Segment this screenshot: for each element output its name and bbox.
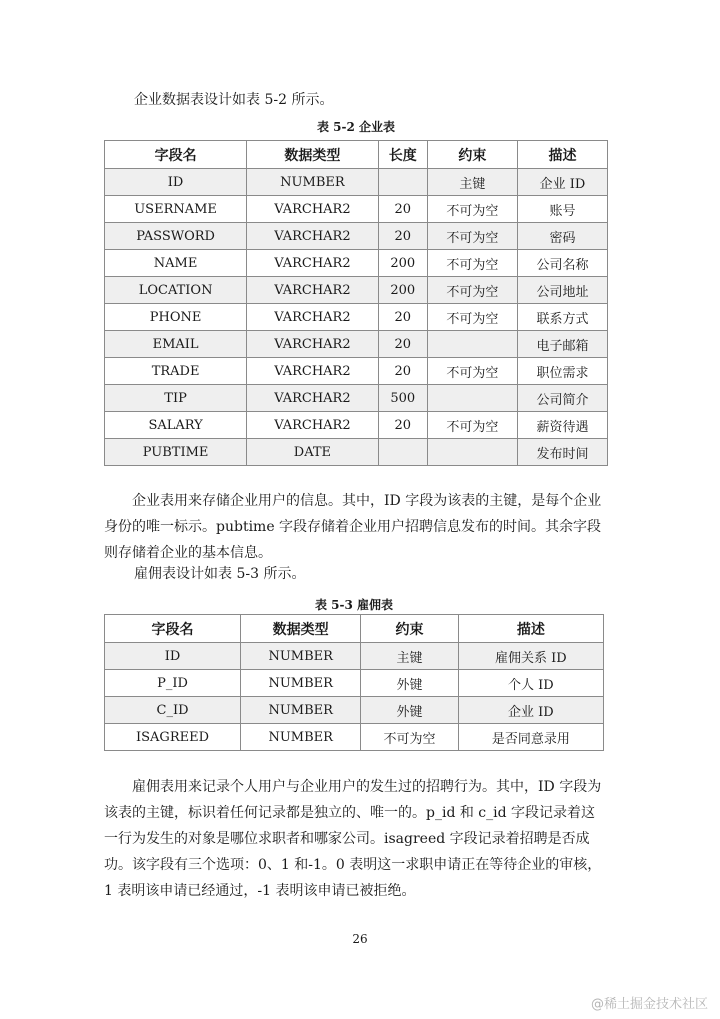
table-cell: PASSWORD — [105, 223, 247, 250]
table-cell: 发布时间 — [517, 439, 607, 466]
table-cell — [427, 331, 517, 358]
table-row — [105, 250, 608, 277]
table-header-row — [105, 615, 604, 643]
table-cell: 不可为空 — [427, 196, 517, 223]
text-line: 一行为发生的对象是哪位求职者和哪家公司。isagreed 字段记录着招聘是否成 — [104, 831, 590, 847]
table-cell: 不可为空 — [427, 358, 517, 385]
table-cell: 20 — [378, 358, 427, 385]
table-cell: NUMBER — [247, 169, 378, 196]
table-cell: NAME — [105, 250, 247, 277]
text-line: 1 表明该申请已经通过，-1 表明该申请已被拒绝。 — [104, 883, 416, 899]
table-cell: VARCHAR2 — [247, 196, 378, 223]
table-cell — [427, 439, 517, 466]
table-cell — [378, 169, 427, 196]
text-line: 则存储着企业的基本信息。 — [104, 545, 272, 561]
table-cell: C_ID — [105, 697, 241, 724]
table-header-row — [105, 141, 608, 169]
table-row — [105, 277, 608, 304]
intro-paragraph-table2: 雇佣表设计如表 5-3 所示。 — [134, 566, 306, 582]
table-cell: 不可为空 — [427, 412, 517, 439]
table-cell: 外键 — [361, 670, 458, 697]
table-cell: ID — [105, 169, 247, 196]
table-row — [105, 304, 608, 331]
header-cell: 字段名 — [105, 141, 247, 169]
table-cell: 20 — [378, 412, 427, 439]
table-row — [105, 670, 604, 697]
table-cell: 主键 — [427, 169, 517, 196]
table-cell: 公司名称 — [517, 250, 607, 277]
header-cell: 长度 — [378, 141, 427, 169]
table-cell: 联系方式 — [517, 304, 607, 331]
table-cell: LOCATION — [105, 277, 247, 304]
table-cell: 200 — [378, 277, 427, 304]
table-cell: VARCHAR2 — [247, 385, 378, 412]
table-cell: 不可为空 — [427, 250, 517, 277]
enterprise-table — [104, 140, 608, 466]
header-cell: 约束 — [361, 615, 458, 643]
header-cell: 描述 — [517, 141, 607, 169]
table-cell: NUMBER — [241, 724, 361, 751]
table-cell: 200 — [378, 250, 427, 277]
text-line: 身份的唯一标示。pubtime 字段存储着企业用户招聘信息发布的时间。其余字段 — [104, 519, 602, 535]
table-cell: TRADE — [105, 358, 247, 385]
table-row — [105, 439, 608, 466]
table-cell: 个人 ID — [458, 670, 603, 697]
header-cell: 描述 — [458, 615, 603, 643]
table-cell: 不可为空 — [427, 223, 517, 250]
table-cell: 公司地址 — [517, 277, 607, 304]
table-cell: PUBTIME — [105, 439, 247, 466]
table-cell: VARCHAR2 — [247, 331, 378, 358]
employment-table-body — [105, 643, 604, 751]
enterprise-table-body — [105, 169, 608, 466]
table-cell: NUMBER — [241, 697, 361, 724]
table1-caption: 表 5-2 企业表 — [316, 120, 396, 134]
table-cell: PHONE — [105, 304, 247, 331]
table-cell: 账号 — [517, 196, 607, 223]
table-row — [105, 724, 604, 751]
table-cell: 雇佣关系 ID — [458, 643, 603, 670]
table-cell: 企业 ID — [517, 169, 607, 196]
table-cell: 20 — [378, 223, 427, 250]
header-cell: 数据类型 — [247, 141, 378, 169]
table-cell: 密码 — [517, 223, 607, 250]
intro-paragraph-table1: 企业数据表设计如表 5-2 所示。 — [134, 92, 334, 108]
header-cell: 约束 — [427, 141, 517, 169]
table-cell: DATE — [247, 439, 378, 466]
table-cell: 20 — [378, 331, 427, 358]
table-row — [105, 358, 608, 385]
table-row — [105, 643, 604, 670]
table-cell: 不可为空 — [427, 304, 517, 331]
table-cell: ID — [105, 643, 241, 670]
table-cell: 公司简介 — [517, 385, 607, 412]
text-line: 雇佣表用来记录个人用户与企业用户的发生过的招聘行为。其中，ID 字段为 — [132, 779, 602, 795]
table-row — [105, 385, 608, 412]
table-cell: VARCHAR2 — [247, 277, 378, 304]
table-cell: VARCHAR2 — [247, 304, 378, 331]
table2-caption: 表 5-3 雇佣表 — [314, 598, 394, 612]
text-line: 功。该字段有三个选项：0、1 和-1。0 表明这一求职申请正在等待企业的审核， — [104, 857, 602, 873]
text-line: 企业表用来存储企业用户的信息。其中，ID 字段为该表的主键，是每个企业 — [132, 493, 602, 509]
table-row — [105, 169, 608, 196]
table-cell: 20 — [378, 304, 427, 331]
site-watermark: @稀土掘金技术社区 — [590, 997, 708, 1012]
table-cell: NUMBER — [241, 643, 361, 670]
table-cell: SALARY — [105, 412, 247, 439]
table-cell: 职位需求 — [517, 358, 607, 385]
table-row — [105, 697, 604, 724]
page-number: 26 — [352, 932, 368, 946]
table-cell: P_ID — [105, 670, 241, 697]
table-cell: 外键 — [361, 697, 458, 724]
table-cell: 不可为空 — [427, 277, 517, 304]
table-cell: 500 — [378, 385, 427, 412]
text-line: 该表的主键，标识着任何记录都是独立的、唯一的。p_id 和 c_id 字段记录着这 — [104, 805, 596, 821]
header-cell: 字段名 — [105, 615, 241, 643]
employment-table — [104, 614, 604, 751]
table-row — [105, 331, 608, 358]
table-cell: 20 — [378, 196, 427, 223]
table-cell: 不可为空 — [361, 724, 458, 751]
table-cell: ISAGREED — [105, 724, 241, 751]
table-row — [105, 412, 608, 439]
table-cell: 主键 — [361, 643, 458, 670]
table-cell: 薪资待遇 — [517, 412, 607, 439]
table-cell: VARCHAR2 — [247, 223, 378, 250]
body-paragraph-1 — [104, 488, 618, 566]
table-cell: 企业 ID — [458, 697, 603, 724]
table-cell: VARCHAR2 — [247, 358, 378, 385]
header-cell: 数据类型 — [241, 615, 361, 643]
table-cell — [378, 439, 427, 466]
table-cell: 电子邮箱 — [517, 331, 607, 358]
table-cell: VARCHAR2 — [247, 412, 378, 439]
table-cell: 是否同意录用 — [458, 724, 603, 751]
table-row — [105, 196, 608, 223]
table-cell: NUMBER — [241, 670, 361, 697]
table-cell: TIP — [105, 385, 247, 412]
body-paragraph-2 — [104, 774, 618, 904]
table-cell: USERNAME — [105, 196, 247, 223]
table-cell — [427, 385, 517, 412]
table-cell: VARCHAR2 — [247, 250, 378, 277]
table-row — [105, 223, 608, 250]
table-cell: EMAIL — [105, 331, 247, 358]
